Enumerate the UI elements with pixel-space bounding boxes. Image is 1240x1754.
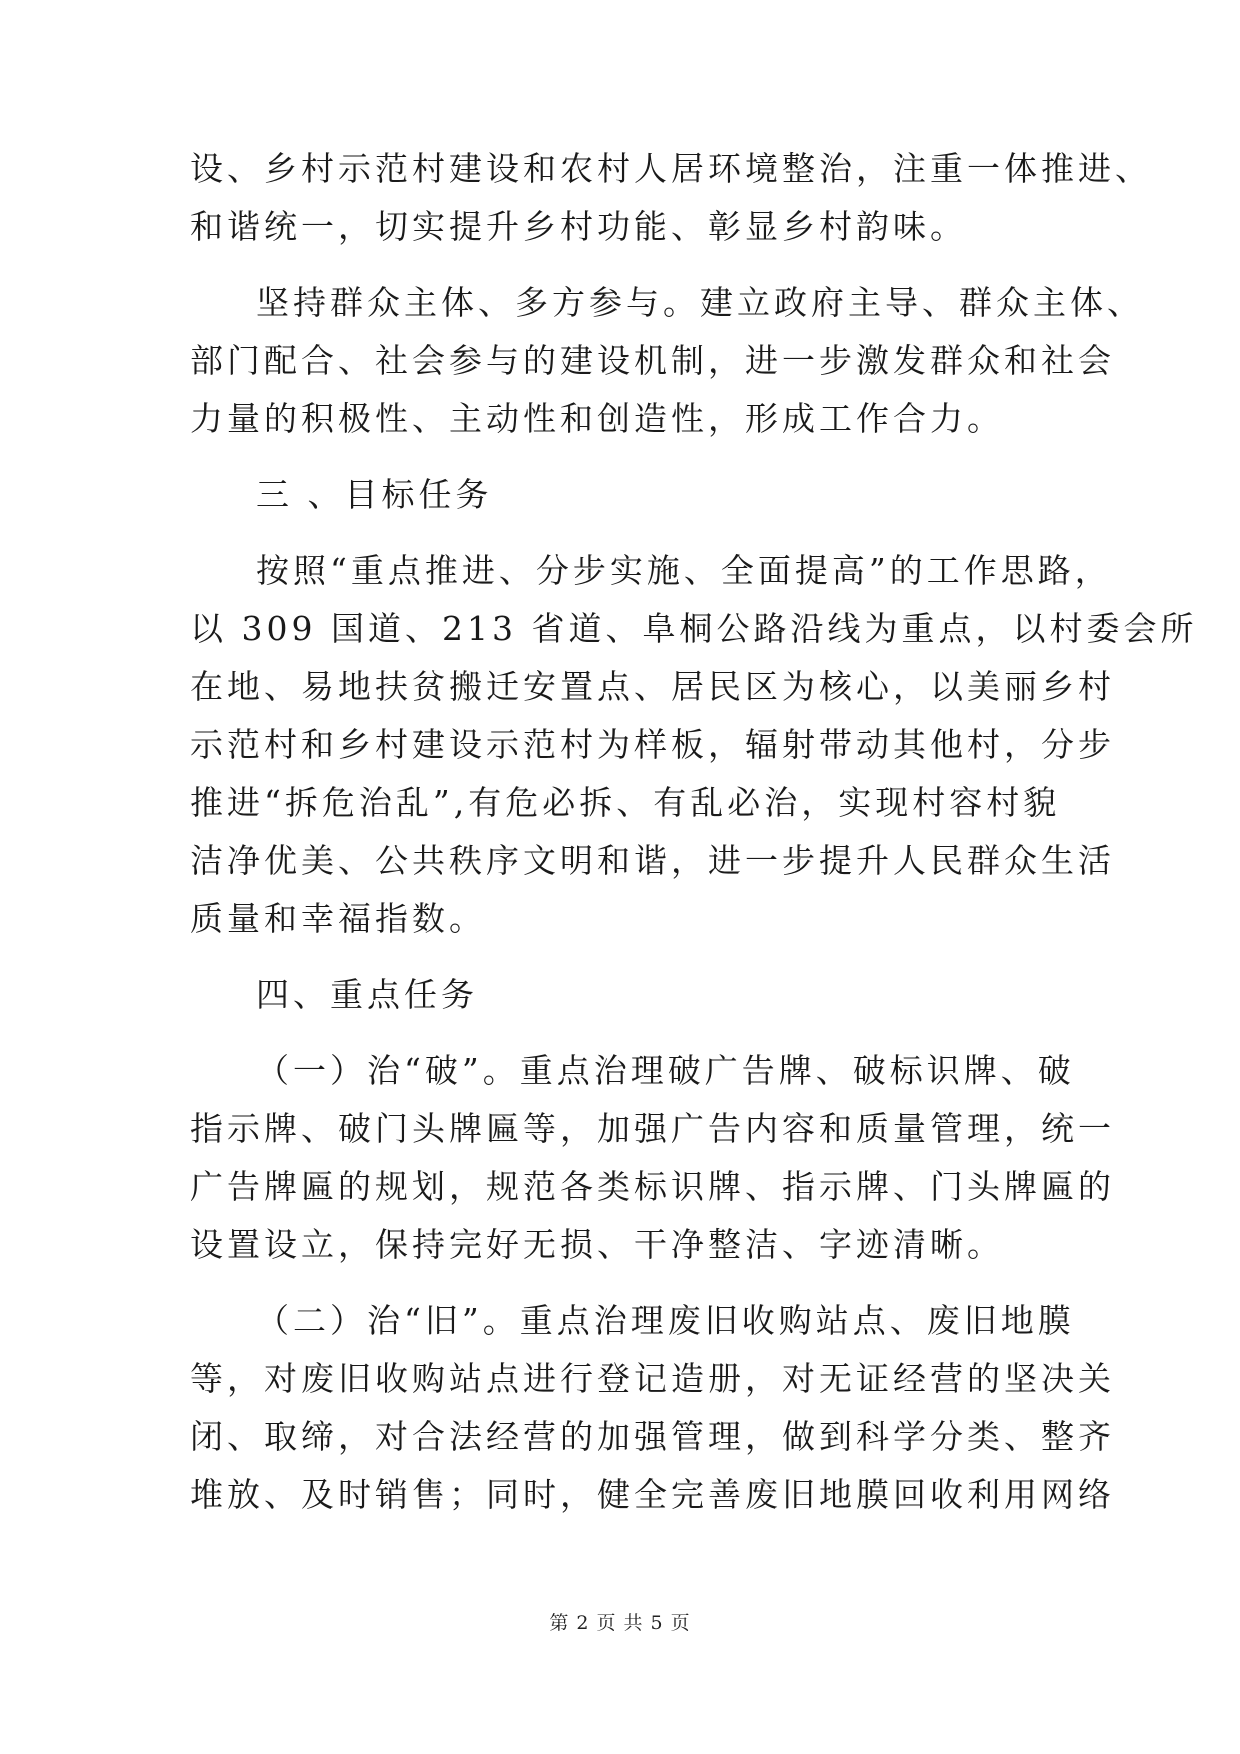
text-line: 设置设立，保持完好无损、干净整洁、字迹清晰。 bbox=[190, 1225, 1004, 1264]
section-heading-key-tasks bbox=[190, 966, 1050, 1024]
text-line: 等，对废旧收购站点进行登记造册，对无证经营的坚决关 bbox=[190, 1359, 1115, 1398]
heading-text: 四、重点任务 bbox=[256, 975, 478, 1014]
text-line: 堆放、及时销售；同时，健全完善废旧地膜回收利用网络 bbox=[190, 1475, 1115, 1514]
text-line: 洁净优美、公共秩序文明和谐，进一步提升人民群众生活 bbox=[190, 841, 1115, 880]
text-line: 示范村和乡村建设示范村为样板，辐射带动其他村，分步 bbox=[190, 725, 1115, 764]
text-line: 指示牌、破门头牌匾等，加强广告内容和质量管理，统一 bbox=[190, 1109, 1115, 1148]
text-line: 在地、易地扶贫搬迁安置点、居民区为核心，以美丽乡村 bbox=[190, 667, 1115, 706]
text-line: 力量的积极性、主动性和创造性，形成工作合力。 bbox=[190, 399, 1004, 438]
text-line: 广告牌匾的规划，规范各类标识牌、指示牌、门头牌匾的 bbox=[190, 1167, 1115, 1206]
text-line: 坚持群众主体、多方参与。建立政府主导、群众主体、 bbox=[256, 283, 1144, 322]
body-text bbox=[190, 140, 1198, 1542]
section-heading-goals bbox=[190, 466, 1050, 524]
text-line: 和谐统一，切实提升乡村功能、彰显乡村韵味。 bbox=[190, 207, 967, 246]
heading-text: 三 、目标任务 bbox=[256, 475, 493, 514]
paragraph-task-broken bbox=[190, 1042, 1115, 1274]
text-line: 部门配合、社会参与的建设机制，进一步激发群众和社会 bbox=[190, 341, 1115, 380]
paragraph-continuation bbox=[190, 140, 1152, 256]
page-number: 第 2 页 共 5 页 bbox=[549, 1612, 691, 1634]
text-line: （一）治“破”。重点治理破广告牌、破标识牌、破 bbox=[256, 1051, 1075, 1090]
paragraph-goals bbox=[190, 542, 1198, 948]
text-line: （二）治“旧”。重点治理废旧收购站点、废旧地膜 bbox=[256, 1301, 1075, 1340]
text-line: 推进“拆危治乱”,有危必拆、有乱必治，实现村容村貌 bbox=[190, 783, 1061, 822]
text-line: 按照“重点推进、分步实施、全面提高”的工作思路， bbox=[256, 551, 1112, 590]
text-line: 以 309 国道、213 省道、阜桐公路沿线为重点，以村委会所 bbox=[190, 609, 1198, 648]
text-line: 质量和幸福指数。 bbox=[190, 899, 486, 938]
paragraph-masses-participation bbox=[190, 274, 1144, 448]
paragraph-task-old bbox=[190, 1292, 1115, 1524]
page-footer bbox=[0, 1608, 1240, 1635]
text-line: 设、乡村示范村建设和农村人居环境整治，注重一体推进、 bbox=[190, 149, 1152, 188]
text-line: 闭、取缔，对合法经营的加强管理，做到科学分类、整齐 bbox=[190, 1417, 1115, 1456]
